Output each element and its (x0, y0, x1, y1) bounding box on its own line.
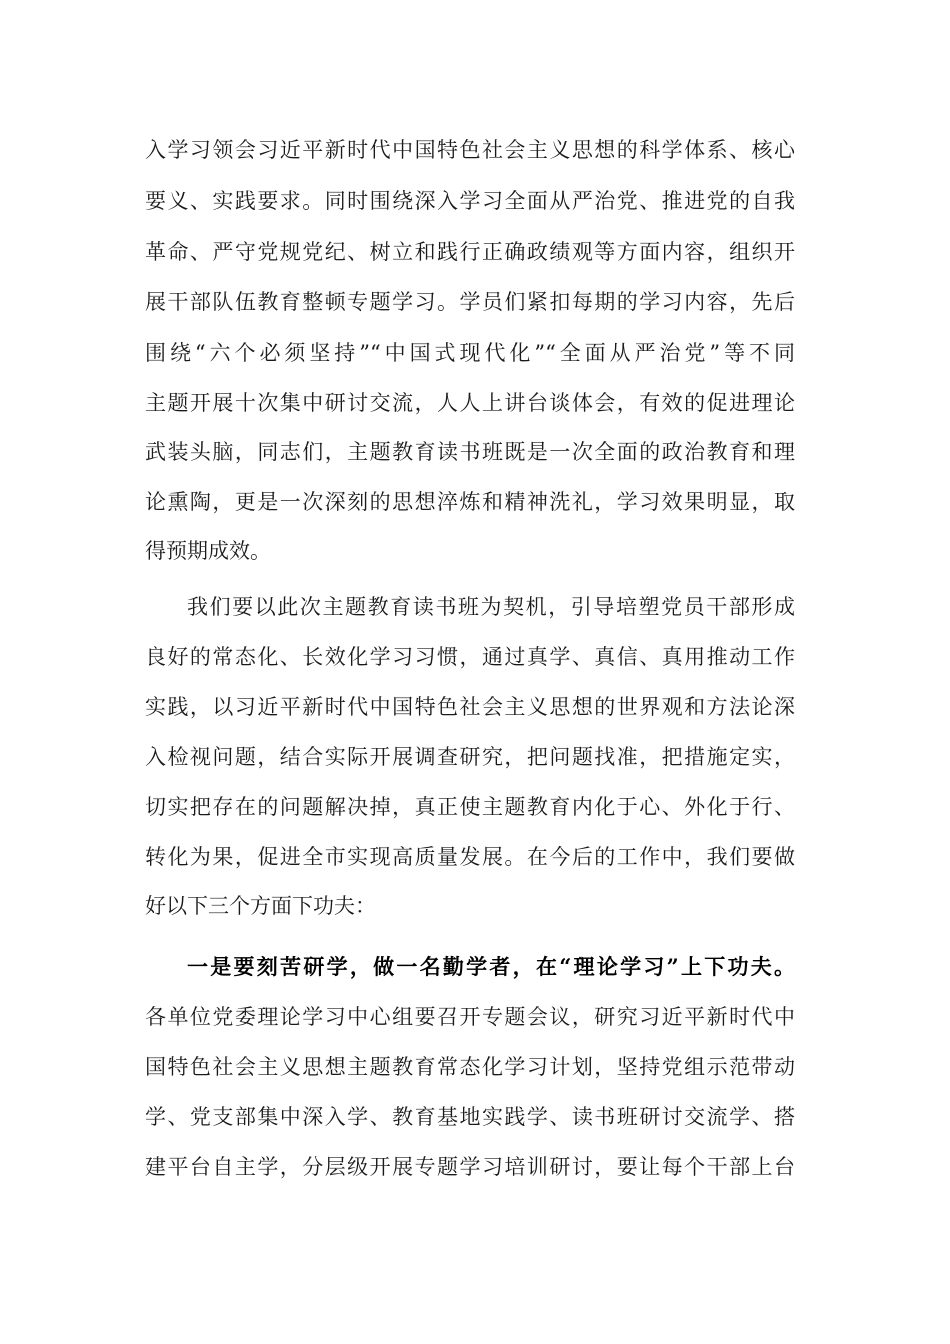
body-text-line: 主题开展十次集中研讨交流，人人上讲台谈体会，有效的促进理论 (145, 391, 795, 415)
body-text-line: 围绕“六个必须坚持”“中国式现代化”“全面从严治党”等不同 (145, 341, 795, 365)
body-text-line: 转化为果，促进全市实现高质量发展。在今后的工作中，我们要做 (145, 845, 795, 869)
body-text-line: 良好的常态化、长效化学习习惯，通过真学、真信、真用推动工作 (145, 645, 795, 669)
body-text-line: 入检视问题，结合实际开展调查研究，把问题找准，把措施定实， (145, 745, 795, 769)
body-text-line: 入学习领会习近平新时代中国特色社会主义思想的科学体系、核心 (145, 138, 795, 162)
body-text-line: 好以下三个方面下功夫： (145, 894, 376, 918)
paragraph-first-line: 我们要以此次主题教育读书班为契机，引导培塑党员干部形成 (187, 595, 795, 619)
body-text-line: 切实把存在的问题解决掉，真正使主题教育内化于心、外化于行、 (145, 795, 795, 819)
body-text-line: 武装头脑，同志们，主题教育读书班既是一次全面的政治教育和理 (145, 440, 795, 464)
body-text-line: 实践，以习近平新时代中国特色社会主义思想的世界观和方法论深 (145, 695, 795, 719)
body-text-line: 革命、严守党规党纪、树立和践行正确政绩观等方面内容，组织开 (145, 240, 795, 264)
body-text-line: 国特色社会主义思想主题教育常态化学习计划，坚持党组示范带动 (145, 1055, 795, 1079)
body-text-line: 论熏陶，更是一次深刻的思想淬炼和精神洗礼，学习效果明显，取 (145, 490, 795, 514)
body-text-line: 各单位党委理论学习中心组要召开专题会议，研究习近平新时代中 (145, 1005, 795, 1029)
body-text-line: 得预期成效。 (145, 539, 271, 563)
body-text-line: 展干部队伍教育整顿专题学习。学员们紧扣每期的学习内容，先后 (145, 290, 795, 314)
section-heading: 一是要刻苦研学，做一名勤学者，在“理论学习”上下功夫。 (187, 954, 795, 979)
body-text-line: 建平台自主学，分层级开展专题学习培训研讨，要让每个干部上台 (145, 1155, 795, 1179)
body-text-line: 要义、实践要求。同时围绕深入学习全面从严治党、推进党的自我 (145, 189, 795, 213)
body-text-line: 学、党支部集中深入学、教育基地实践学、读书班研讨交流学、搭 (145, 1105, 795, 1129)
